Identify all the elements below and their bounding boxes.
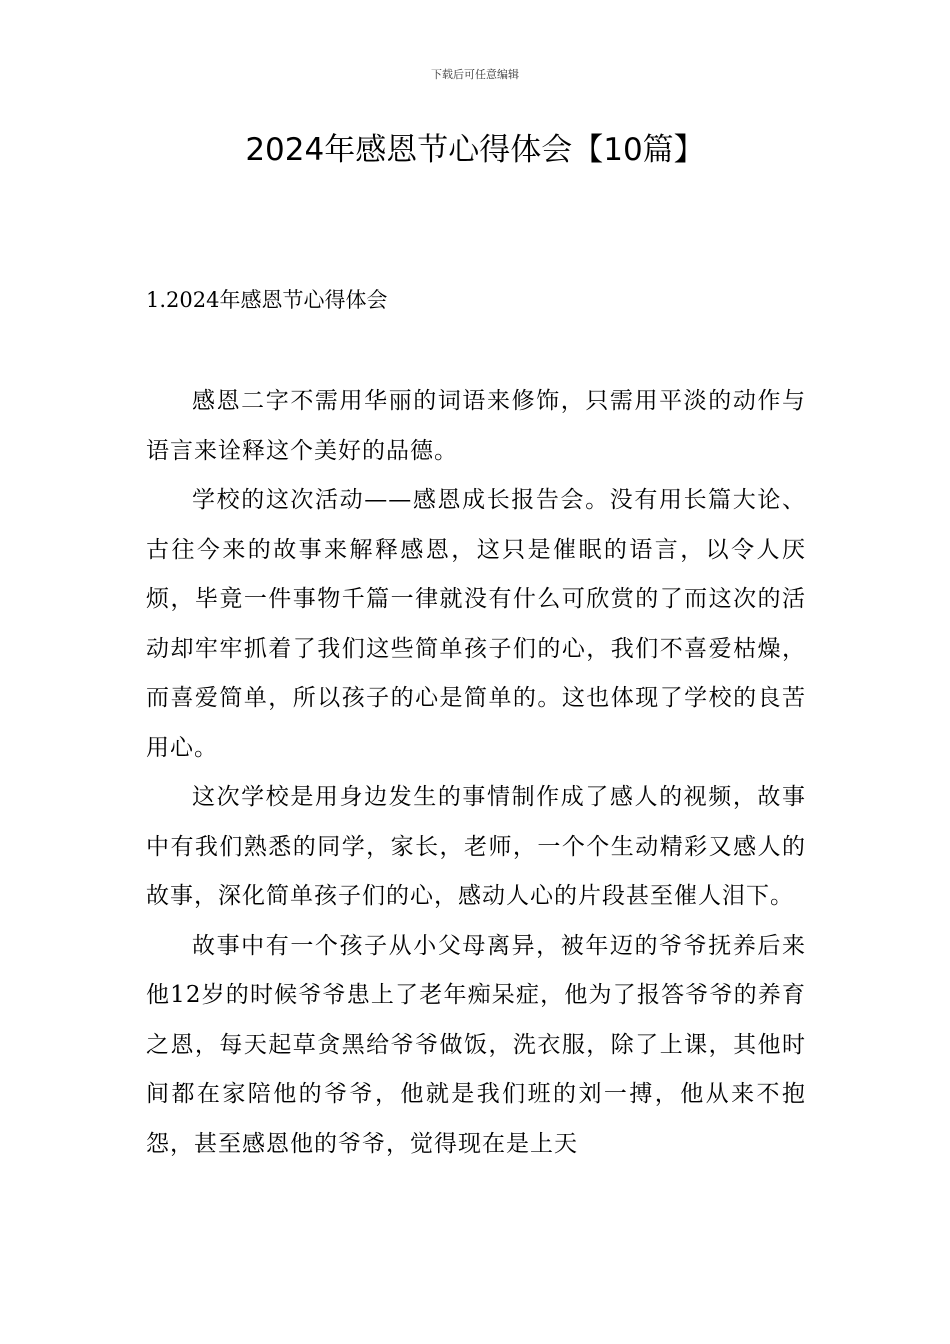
- paragraph-1: 感恩二字不需用华丽的词语来修饰，只需用平淡的动作与语言来诠释这个美好的品德。: [146, 388, 806, 464]
- document-title: 2024年感恩节心得体会【10篇】: [245, 132, 705, 168]
- paragraph-2: 学校的这次活动——感恩成长报告会。没有用长篇大论、古往今来的故事来解释感恩，这只是催眠的语言，以令人厌烦，毕竟一件事物千篇一律就没有什么可欣赏的了而这次的活动却牢牢抓着了我们这些简单孩子们的心，我们不喜爱枯燥，而喜爱简单，所以孩子的心是简单的。这也体现了学校的良苦用心。: [146, 487, 806, 761]
- paragraph-3: 这次学校是用身边发生的事情制作成了感人的视频，故事中有我们熟悉的同学，家长，老师，一个个生动精彩又感人的故事，深化简单孩子们的心，感动人心的片段甚至催人泪下。: [146, 784, 806, 909]
- section-heading: 1.2024年感恩节心得体会: [146, 288, 388, 312]
- body-text: [146, 377, 806, 1169]
- paragraph-4: 故事中有一个孩子从小父母离异，被年迈的爷爷抚养后来他12岁的时候爷爷患上了老年痴呆症，他为了报答爷爷的养育之恩，每天起草贪黑给爷爷做饭，洗衣服，除了上课，其他时间都在家陪他的爷爷，他就是我们班的刘一搏，他从来不抱怨，甚至感恩他的爷爷，觉得现在是上天: [146, 932, 806, 1157]
- header-note: 下载后可任意编辑: [431, 68, 519, 81]
